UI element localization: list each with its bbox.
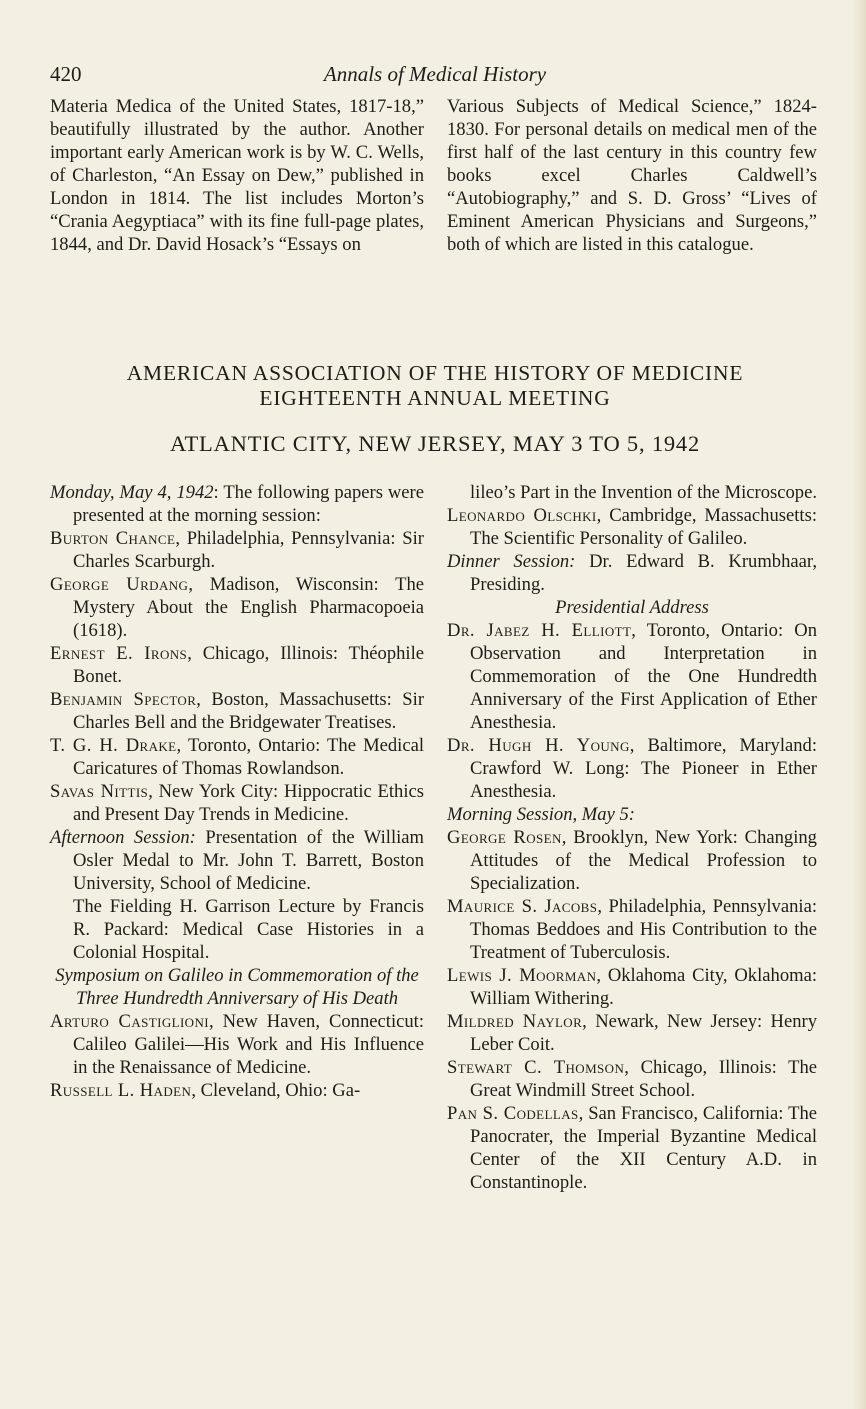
presenter-name: Ernest E. Irons — [50, 643, 188, 664]
program-entry — [447, 550, 817, 596]
presenter-name: T. G. H. Drake — [50, 735, 177, 756]
program-entry — [447, 1102, 817, 1194]
entry-text: , Philadelphia, Pennsylvania: Thomas Beddoes and His Contribution to the Treatment of Tuberculosis. — [470, 896, 817, 963]
session-label: Monday, May 4, 1942 — [50, 482, 214, 503]
presenter-name: Savas Nittis — [50, 781, 149, 802]
presenter-name: George Urdang — [50, 574, 189, 595]
entry-text: , Madison, Wisconsin: The Mystery About the English Pharmacopoeia (1618). — [73, 574, 424, 641]
program-entry — [50, 895, 424, 964]
presenter-name: Arturo Castiglioni — [50, 1011, 209, 1032]
entry-text: Presentation of the William Osler Medal to Mr. John T. Barrett, Boston University, School of Medicine. — [73, 827, 424, 894]
presenter-name: Dr. Jabez H. Elliott — [447, 620, 632, 641]
program-entry — [447, 1010, 817, 1056]
presenter-name: Benjamin Spector — [50, 689, 197, 710]
entry-text: , Philadelphia, Pennsylvania: Sir Charles Scarburgh. — [73, 528, 424, 572]
entry-text: , Chicago, Illinois: The Great Windmill Street School. — [470, 1057, 817, 1101]
program-entry — [50, 1010, 424, 1079]
intro-left-column — [50, 95, 424, 256]
location-date-heading: ATLANTIC CITY, NEW JERSEY, MAY 3 TO 5, 1942 — [169, 431, 701, 456]
program-entry — [50, 481, 424, 527]
entry-text: , New York City: Hippocratic Ethics and Present Day Trends in Medicine. — [73, 781, 425, 825]
presenter-name: Leonardo Olschki — [447, 505, 597, 526]
section-title: Symposium on Galileo in Commemoration of the Three Hundredth Anniversary of His Death — [55, 965, 419, 1009]
session-label: Morning Session, May 5: — [447, 804, 635, 825]
program-entry — [50, 780, 424, 826]
program-right-column — [447, 481, 817, 1194]
entry-text: , San Francisco, California: The Panocrater, the Imperial Byzantine Medical Center of the XII Century A.D. in Constantinople. — [470, 1103, 817, 1193]
entry-text: : The following papers were presented at the morning session: — [73, 482, 424, 526]
entry-text: , Toronto, Ontario: On Observation and Interpretation in Commemoration of the One Hundredth Anniversary of the First Application of Ether Anesthesia. — [470, 620, 817, 733]
association-heading: AMERICAN ASSOCIATION OF THE HISTORY OF MEDICINE — [126, 361, 744, 385]
meeting-heading: EIGHTEENTH ANNUAL MEETING — [259, 386, 611, 410]
entry-text: , Cambridge, Massachusetts: The Scientific Personality of Galileo. — [470, 505, 817, 549]
program-entry — [50, 688, 424, 734]
presenter-name: Russell L. Haden — [50, 1080, 192, 1101]
page-edge — [852, 0, 866, 1409]
presenter-name: Maurice S. Jacobs — [447, 896, 598, 917]
presenter-name: Mildred Naylor — [447, 1011, 583, 1032]
entry-text: , Brooklyn, New York: Changing Attitudes of the Medical Profession to Specialization. — [470, 827, 817, 894]
entry-text: , Toronto, Ontario: The Medical Caricatures of Thomas Rowlandson. — [73, 735, 424, 779]
page-number: 420 — [50, 62, 82, 86]
entry-text: , Baltimore, Maryland: Crawford W. Long: The Pioneer in Ether Anesthesia. — [470, 735, 818, 802]
entry-text: The Fielding H. Garrison Lecture by Francis R. Packard: Medical Case Histories in a Colonial Hospital. — [73, 896, 424, 963]
presenter-name: Dr. Hugh H. Young — [447, 735, 630, 756]
program-entry — [447, 803, 817, 826]
program-entry — [50, 734, 424, 780]
program-entry — [447, 481, 817, 504]
program-entry — [50, 573, 424, 642]
intro-left-paragraph: Materia Medica of the United States, 1817-18,” beautifully illustrated by the author. Another important early American work is by W. C. Wells, of Charleston, “An Essay on Dew,” published in London in 1814. The list includes Morton’s “Crania Aegyptiaca” with its fine full-page plates, 1844, and Dr. David Hosack’s “Essays on — [50, 96, 424, 255]
entry-text: , Newark, New Jersey: Henry Leber Coit. — [470, 1011, 817, 1055]
running-header — [50, 62, 820, 92]
section-title: Presidential Address — [555, 597, 709, 618]
program-entry — [447, 895, 817, 964]
program-entry — [447, 826, 817, 895]
entry-text: , Boston, Massachusetts: Sir Charles Bell and the Bridgewater Treatises. — [73, 689, 425, 733]
entry-text: , New Haven, Connecticut: Calileo Galilei—His Work and His Influence in the Renaissance of Medicine. — [73, 1011, 424, 1078]
presenter-name: Lewis J. Moorman — [447, 965, 597, 986]
entry-text: , Chicago, Illinois: Théophile Bonet. — [73, 643, 425, 687]
intro-right-paragraph: Various Subjects of Medical Science,” 1824-1830. For personal details on medical men of the first half of the last century in this country few books excel Charles Caldwell’s “Autobiography,” and S. D. Gross’ “Lives of Eminent American Physicians and Surgeons,” both of which are listed in this catalogue. — [447, 96, 817, 255]
presenter-name: George Rosen — [447, 827, 562, 848]
intro-right-column — [447, 95, 817, 256]
program-left-column — [50, 481, 424, 1102]
program-entry — [50, 527, 424, 573]
presenter-name: Pan S. Codellas — [447, 1103, 579, 1124]
entry-text: , Cleveland, Ohio: Ga- — [191, 1080, 361, 1101]
presenter-name: Burton Chance — [50, 528, 176, 549]
program-entry — [447, 734, 817, 803]
session-label: Dinner Session: — [447, 551, 576, 572]
session-label: Afternoon Session: — [50, 827, 196, 848]
presenter-name: Stewart C. Thomson — [447, 1057, 625, 1078]
entry-text: , Oklahoma City, Oklahoma: William Withering. — [470, 965, 817, 1009]
entry-text: lileo’s Part in the Invention of the Microscope. — [470, 482, 818, 503]
running-title: Annals of Medical History — [323, 62, 547, 86]
program-entry — [447, 1056, 817, 1102]
program-entry — [447, 504, 817, 550]
entry-text: Dr. Edward B. Krumbhaar, Presiding. — [470, 551, 817, 595]
program-entry — [50, 1079, 424, 1102]
program-entry — [50, 826, 424, 895]
program-entry — [447, 964, 817, 1010]
program-entry — [50, 642, 424, 688]
program-entry — [447, 619, 817, 734]
